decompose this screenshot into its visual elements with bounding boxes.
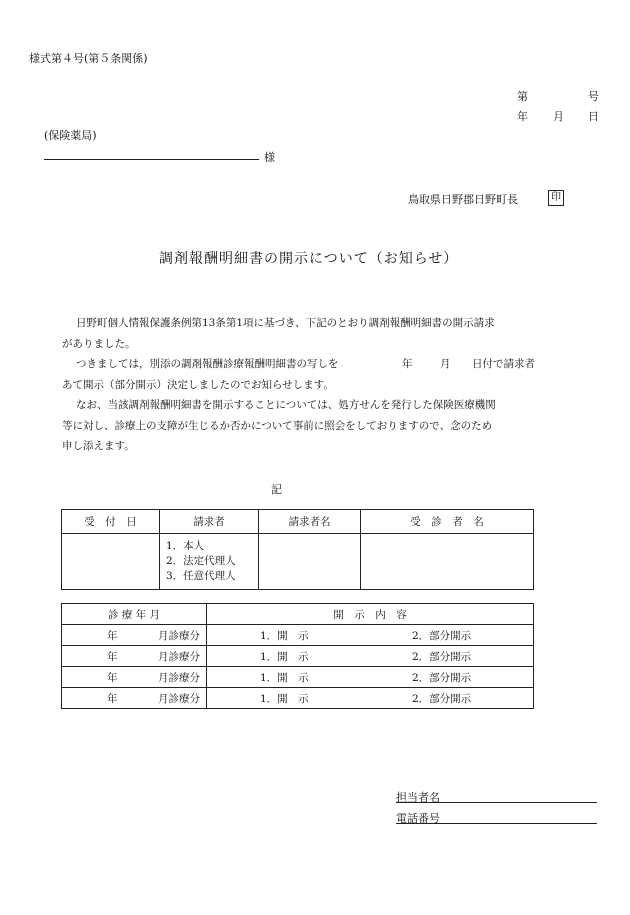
patient-name-cell[interactable] (361, 534, 534, 590)
disclosure-content-cell (207, 625, 534, 646)
row-year: 年 (107, 672, 118, 684)
request-table (61, 509, 534, 590)
paragraph-2-month: 月 (440, 358, 451, 370)
date-month: 月 (553, 110, 564, 123)
option-partial-disclosure[interactable]: 2．部分開示 (412, 630, 472, 642)
row-year: 年 (107, 630, 118, 642)
disclosure-content-cell (207, 646, 534, 667)
disclosure-row (62, 667, 534, 688)
treatment-month-cell[interactable] (62, 688, 207, 709)
date-year: 年 (517, 110, 528, 123)
disclosure-content-cell (207, 667, 534, 688)
paragraph-1-line-1: 日野町個人情報保護条例第13条第1項に基づき、下記のとおり調剤報酬明細書の開示請求 (76, 317, 495, 329)
header-requester: 請求者 (160, 510, 259, 534)
option-full-disclosure[interactable]: 1．開 示 (260, 630, 309, 642)
paragraph-3-line-3: 申し添えます。 (62, 440, 135, 452)
request-table-header (62, 510, 534, 534)
header-patient-name: 受 診 者 名 (361, 510, 534, 534)
request-table-row (62, 534, 534, 590)
form-number: 様式第４号(第５条関係) (29, 52, 148, 65)
row-month-suffix: 月診療分 (158, 693, 200, 705)
paragraph-3-line-2: 等に対し、診療上の支障が生じるか否かについて事前に照会をしておりますので、念のため (62, 419, 493, 432)
option-partial-disclosure[interactable]: 2．部分開示 (412, 651, 472, 663)
header-reception-date: 受 付 日 (62, 510, 160, 534)
paragraph-2-line-2: あて開示（部分開示）決定しましたのでお知らせします。 (62, 378, 334, 391)
treatment-month-cell[interactable] (62, 625, 207, 646)
document-title: 調剤報酬明細書の開示について（お知らせ） (159, 251, 459, 267)
requester-cell (160, 534, 259, 590)
paragraph-2-text-a: つきましては，別添の調剤報酬診療報酬明細書の写しを (76, 358, 339, 370)
option-full-disclosure[interactable]: 1．開 示 (260, 693, 309, 705)
contact-person-line[interactable] (396, 802, 597, 803)
paragraph-2-text-b: 日付で請求者 (472, 358, 535, 370)
option-full-disclosure[interactable]: 1．開 示 (260, 651, 309, 663)
disclosure-table-header (62, 604, 534, 625)
option-partial-disclosure[interactable]: 2．部分開示 (412, 693, 472, 705)
requester-option-voluntary-agent[interactable]: 3．任意代理人 (166, 570, 236, 582)
reception-date-cell[interactable] (62, 534, 160, 590)
paragraph-2-line-1 (62, 354, 552, 375)
requester-options (160, 534, 258, 584)
requester-option-self[interactable]: 1．本人 (166, 540, 205, 552)
disclosure-table (61, 603, 534, 709)
option-partial-disclosure[interactable]: 2．部分開示 (412, 672, 472, 684)
recipient-suffix: 様 (264, 151, 275, 164)
phone-label: 電話番号 (396, 812, 440, 825)
date-day: 日 (588, 110, 599, 123)
treatment-month-cell[interactable] (62, 667, 207, 688)
doc-number-dai: 第 (517, 90, 528, 103)
disclosure-row (62, 688, 534, 709)
phone-line[interactable] (396, 823, 597, 824)
treatment-month-cell[interactable] (62, 646, 207, 667)
disclosure-row (62, 625, 534, 646)
contact-person-label: 担当者名 (396, 791, 440, 804)
requester-option-legal-agent[interactable]: 2．法定代理人 (166, 555, 236, 567)
paragraph-2-year: 年 (402, 358, 413, 370)
requester-name-cell[interactable] (259, 534, 361, 590)
row-month-suffix: 月診療分 (158, 651, 200, 663)
seal-mark: 印 (548, 190, 564, 206)
body-text (62, 313, 552, 457)
paragraph-1-line-2: がありました。 (62, 337, 136, 350)
disclosure-row (62, 646, 534, 667)
option-full-disclosure[interactable]: 1．開 示 (260, 672, 309, 684)
row-month-suffix: 月診療分 (158, 672, 200, 684)
header-treatment-month: 診 療 年 月 (62, 604, 207, 625)
paragraph-3-line-1: なお、当該調剤報酬明細書を開示することについては、処方せんを発行した保険医療機関 (76, 399, 496, 411)
disclosure-content-cell (207, 688, 534, 709)
issuer: 鳥取県日野郡日野町長 (408, 193, 518, 206)
header-disclosure-content: 開 示 内 容 (207, 604, 534, 625)
recipient-name-line (44, 159, 259, 160)
header-requester-name: 請求者名 (259, 510, 361, 534)
row-year: 年 (107, 651, 118, 663)
row-month-suffix: 月診療分 (158, 630, 200, 642)
doc-number-go: 号 (588, 90, 599, 103)
recipient-label: (保険薬局) (44, 129, 97, 142)
row-year: 年 (107, 693, 118, 705)
ki-heading: 記 (271, 483, 282, 496)
